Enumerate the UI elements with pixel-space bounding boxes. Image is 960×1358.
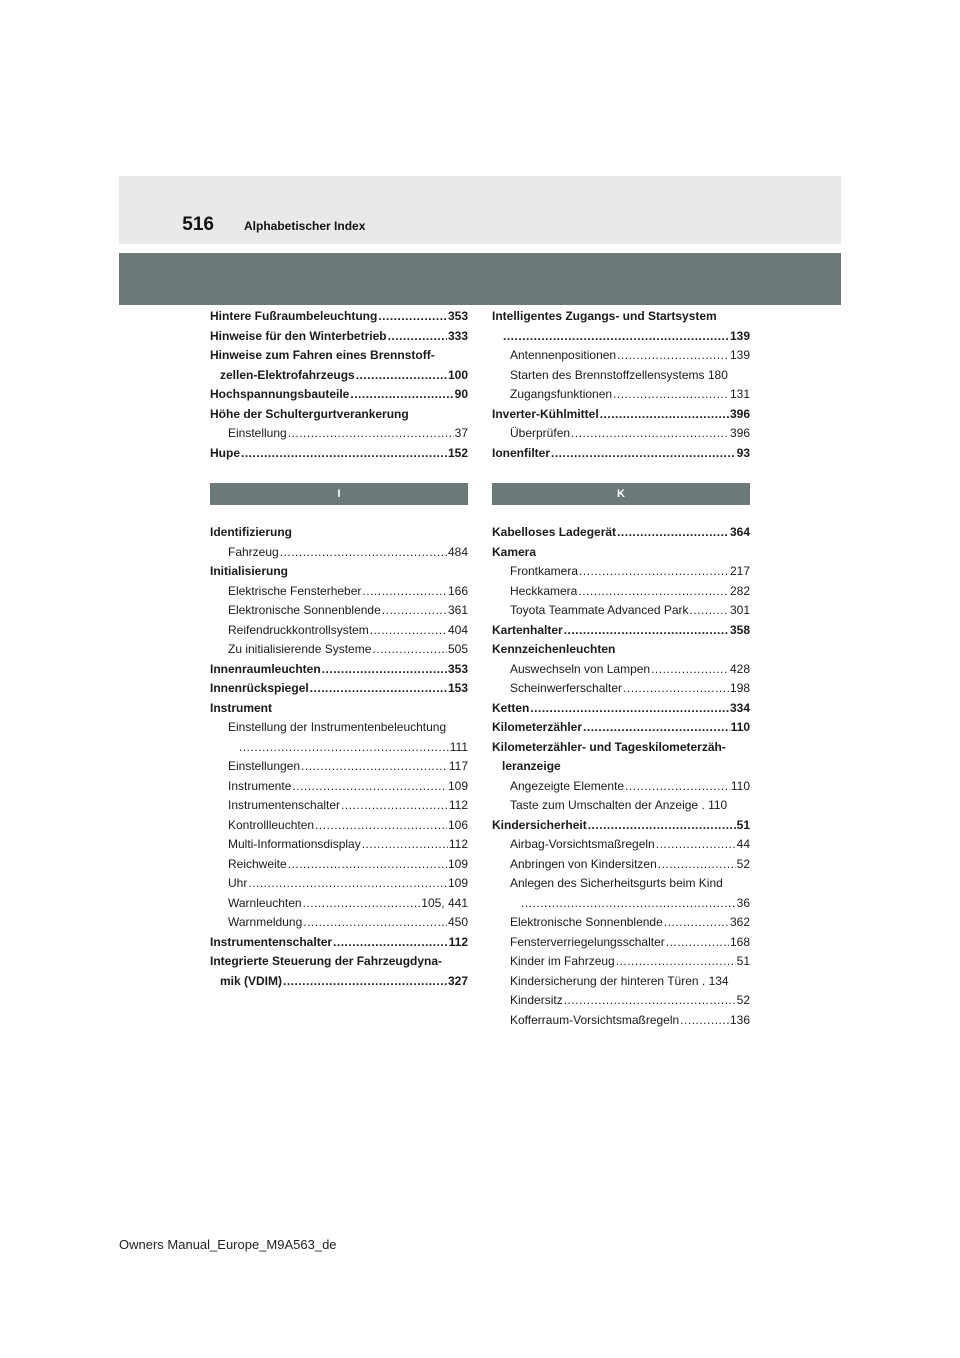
entry-page-number: 364 [729,525,750,539]
index-entry[interactable] [492,601,750,621]
entry-page-number: 139 [729,348,750,362]
index-entry[interactable] [492,699,750,719]
entry-label: Kamera [492,544,537,559]
index-entry[interactable] [492,621,750,641]
index-entry[interactable] [210,679,468,699]
entry-label: Kindersicherheit [492,817,587,832]
entry-label: Elektrische Fensterheber [228,583,362,598]
entry-label: Elektronische Sonnenblende [510,915,663,929]
dot-leader [578,582,729,602]
entry-page-number: 153 [447,681,468,695]
entry-page-number: 362 [729,915,750,929]
dot-leader [362,835,448,855]
index-entry[interactable] [492,835,750,855]
entry-label: Hochspannungsbauteile [210,387,350,401]
index-entry[interactable] [492,796,750,816]
entry-page-number: 168 [729,934,750,949]
entry-page-number: 112 [448,798,468,812]
entry-page-number: 51 [736,954,750,968]
index-entry[interactable] [210,796,468,816]
index-entry[interactable] [492,366,750,386]
entry-page-number: 333 [447,328,468,343]
index-entry[interactable] [210,699,468,719]
section-title: Alphabetischer Index [244,219,366,233]
index-entry[interactable] [210,601,468,621]
dot-leader [303,913,447,933]
index-column-right [492,307,750,1030]
entry-page-number: 110 [730,720,750,734]
dot-leader [322,660,447,680]
entry-page-number: 117 [448,759,468,773]
dot-leader [664,913,729,933]
index-entry[interactable] [210,327,468,347]
entry-page-number: 152 [447,445,468,460]
header-band [119,176,841,244]
index-entry[interactable] [210,757,468,777]
entry-label: Instrumentenschalter [210,934,333,949]
dot-leader [658,855,736,875]
entry-label: Hinweise für den Winterbetrieb [210,328,387,343]
entry-label: Angezeigte Elemente [510,778,625,793]
index-entry[interactable] [210,718,468,738]
index-entry[interactable] [492,562,750,582]
dot-leader [617,346,729,366]
entry-label: Heckkamera [510,583,578,598]
entry-label: Kilometerzähler- und Tageskilometerzäh- [492,739,726,754]
dot-leader [583,718,730,738]
entry-label: Kindersicherung der hinteren Türen . 134 [510,973,729,988]
entry-label: Integrierte Steuerung der Fahrzeugdyna- [210,954,443,968]
entry-page-number: 396 [729,406,750,421]
entry-page-number: 353 [447,309,468,323]
letter-divider-k: K [492,483,750,505]
entry-label: Multi-Informationsdisplay [228,837,361,851]
dot-leader [600,405,729,425]
entry-page-number: 52 [736,993,750,1007]
entry-label: Kilometerzähler [492,720,583,734]
index-entry[interactable] [492,660,750,680]
dot-leader [280,543,447,563]
entry-label: Elektronische Sonnenblende [228,603,381,617]
index-entry[interactable] [210,523,468,543]
index-entry[interactable] [210,738,468,758]
entry-page-number: 106 [447,817,468,832]
entry-label: Hintere Fußraumbeleuchtung [210,309,378,323]
index-entry[interactable] [210,660,468,680]
index-entry[interactable] [210,543,468,563]
index-entry[interactable] [210,952,468,972]
dot-leader [521,894,736,914]
dot-leader [680,1011,729,1031]
entry-label: Hupe [210,445,240,460]
entry-label: Intelligentes Zugangs- und Startsystem [492,309,717,323]
entry-label: Reichweite [228,856,287,871]
dot-leader [571,424,729,444]
entry-label: Airbag-Vorsichtsmaßregeln [510,837,655,851]
index-entry[interactable] [210,816,468,836]
entry-page-number: 36 [736,895,750,910]
page-number: 516 [182,214,214,235]
entry-label: Kennzeichenleuchten [492,642,616,656]
entry-page-number: 450 [447,915,468,929]
entry-page-number: 334 [729,700,750,715]
dot-leader [288,424,454,444]
index-group [492,523,750,1030]
index-entry[interactable] [492,972,750,992]
entry-label: Instrument [210,700,273,715]
dot-leader [372,640,447,660]
index-entry[interactable] [210,307,468,327]
entry-page-number: 166 [447,583,468,598]
entry-page-number: 112 [448,837,468,851]
entry-page-number: 110 [730,778,750,793]
entry-page-number: 93 [736,445,750,460]
entry-label: Inverter-Kühlmittel [492,406,599,421]
section-band [119,253,841,305]
entry-page-number: 44 [736,837,750,851]
entry-page-number: 361 [447,603,468,617]
dot-leader [370,621,447,641]
entry-label: Toyota Teammate Advanced Park [510,603,689,617]
dot-leader [356,366,447,386]
index-entry[interactable] [492,346,750,366]
entry-label: mik (VDIM) [220,973,283,988]
entry-label: Zu initialisierende Systeme [228,642,372,656]
index-entry[interactable] [210,640,468,660]
index-entry[interactable] [492,777,750,797]
index-entry[interactable] [210,972,468,992]
index-entry[interactable] [492,933,750,953]
dot-leader [579,562,729,582]
entry-label: Anbringen von Kindersitzen [510,856,657,871]
dot-leader [588,816,736,836]
dot-leader [564,991,736,1011]
entry-page-number: 109 [447,876,468,890]
entry-page-number: 139 [729,328,750,343]
entry-page-number: 136 [729,1012,750,1027]
dot-leader [656,835,736,855]
entry-label: Ionenfilter [492,445,551,460]
entry-label: leranzeige [502,759,561,773]
entry-label: Anlegen des Sicherheitsgurts beim Kind [510,876,723,890]
dot-leader [613,385,729,405]
entry-page-number: 51 [736,817,750,832]
dot-leader [341,796,448,816]
entry-page-number: 109 [447,778,468,793]
dot-leader [551,444,736,464]
dot-leader [625,777,730,797]
entry-label: Zugangsfunktionen [510,387,613,401]
index-entry[interactable] [210,933,468,953]
entry-label: Uhr [228,876,248,890]
index-entry[interactable] [492,874,750,894]
index-group [210,307,468,463]
index-entry[interactable] [492,894,750,914]
entry-page-number: 301 [729,603,750,617]
index-column-left [210,307,468,991]
dot-leader [310,679,447,699]
entry-label: Reifendruckkontrollsystem [228,622,369,637]
index-entry[interactable] [210,621,468,641]
dot-leader [666,933,729,953]
index-entry[interactable] [492,543,750,563]
dot-leader [617,523,729,543]
entry-label: Kontrollleuchten [228,817,315,832]
dot-leader [248,874,447,894]
dot-leader [623,679,729,699]
dot-leader [315,816,447,836]
index-entry[interactable] [492,444,750,464]
index-entry[interactable] [210,405,468,425]
index-entry[interactable] [492,738,750,758]
entry-page-number: 282 [729,583,750,598]
entry-label: Überprüfen [510,426,571,440]
dot-leader [283,972,447,992]
index-entry[interactable] [210,582,468,602]
entry-page-number: 90 [454,387,468,401]
entry-label: Einstellungen [228,759,301,773]
entry-label: Hinweise zum Fahren eines Brennstoff- [210,348,435,362]
index-entry[interactable] [492,855,750,875]
entry-page-number: 52 [736,856,750,871]
letter-divider-i: I [210,483,468,505]
index-entry[interactable] [492,424,750,444]
entry-page-number: 198 [729,681,750,695]
index-entry[interactable] [492,405,750,425]
entry-label: Instrumente [228,778,292,793]
index-entry[interactable] [492,307,750,327]
index-entry[interactable] [492,757,750,777]
entry-label: Warnleuchten [228,895,302,910]
entry-label: Warnmeldung [228,915,303,929]
entry-label: Kindersitz [510,993,563,1007]
dot-leader [382,601,447,621]
entry-page-number: 396 [729,426,750,440]
entry-label: Kofferraum-Vorsichtsmaßregeln [510,1012,680,1027]
entry-page-number: 37 [454,426,468,440]
index-entry[interactable] [492,679,750,699]
index-entry[interactable] [210,385,468,405]
index-entry[interactable] [210,855,468,875]
index-entry[interactable] [210,424,468,444]
index-entry[interactable] [210,366,468,386]
index-entry[interactable] [210,444,468,464]
entry-label: Einstellung [228,426,287,440]
entry-label: Scheinwerferschalter [510,681,623,695]
dot-leader [616,952,736,972]
index-entry[interactable] [492,718,750,738]
entry-label: Innenraumleuchten [210,661,321,676]
entry-label: Kartenhalter [492,622,563,637]
entry-page-number: 131 [729,387,750,401]
dot-leader [690,601,729,621]
entry-page-number: 111 [449,739,468,754]
index-entry[interactable] [492,991,750,1011]
entry-label: Ketten [492,700,530,715]
entry-page-number: 100 [447,367,468,382]
dot-leader [350,385,453,405]
entry-label: Initialisierung [210,564,289,578]
index-entry[interactable] [492,913,750,933]
entry-page-number: 428 [729,661,750,676]
dot-leader [651,660,729,680]
entry-label: Einstellung der Instrumentenbeleuchtung [228,720,447,734]
entry-label: zellen-Elektrofahrzeugs [220,367,355,382]
dot-leader [388,327,447,347]
entry-page-number: 105, 441 [421,895,468,910]
entry-page-number: 327 [447,973,468,988]
entry-label: Höhe der Schultergurtverankerung [210,406,409,421]
index-entry[interactable] [492,582,750,602]
entry-label: Identifizierung [210,525,292,539]
index-entry[interactable] [492,952,750,972]
entry-page-number: 353 [447,661,468,676]
entry-label: Auswechseln von Lampen [510,661,651,676]
index-entry[interactable] [210,874,468,894]
entry-label: Fensterverriegelungsschalter [510,934,665,949]
entry-label: Kinder im Fahrzeug [510,954,615,968]
entry-page-number: 484 [447,544,468,559]
index-entry[interactable] [210,894,468,914]
index-entry[interactable] [210,835,468,855]
index-entry[interactable] [210,777,468,797]
entry-page-number: 112 [448,934,468,949]
entry-page-number: 217 [729,564,750,578]
entry-page-number: 358 [729,622,750,637]
entry-label: Frontkamera [510,564,579,578]
index-entry[interactable] [492,640,750,660]
entry-label: Instrumentenschalter [228,798,341,812]
entry-page-number: 505 [447,642,468,656]
footer-text: Owners Manual_Europe_M9A563_de [119,1237,337,1252]
index-entry[interactable] [210,346,468,366]
index-entry[interactable] [492,327,750,347]
dot-leader [303,894,421,914]
dot-leader [301,757,448,777]
dot-leader [530,699,729,719]
dot-leader [503,327,729,347]
dot-leader [292,777,447,797]
entry-label: Starten des Brennstoffzellensystems 180 [510,367,728,382]
entry-label: Kabelloses Ladegerät [492,525,617,539]
index-entry[interactable] [492,523,750,543]
index-entry[interactable] [210,913,468,933]
dot-leader [333,933,448,953]
index-entry[interactable] [210,562,468,582]
index-group [210,523,468,991]
entry-label: Fahrzeug [228,544,279,559]
dot-leader [378,307,447,327]
entry-label: Antennenpositionen [510,348,617,362]
dot-leader [288,855,447,875]
dot-leader [564,621,729,641]
entry-label: Innenrückspiegel [210,681,309,695]
dot-leader [362,582,447,602]
index-entry[interactable] [492,385,750,405]
index-entry[interactable] [492,1011,750,1031]
entry-page-number: 404 [447,622,468,637]
entry-label: Taste zum Umschalten der Anzeige . 110 [510,798,728,812]
dot-leader [241,444,447,464]
entry-page-number: 109 [447,856,468,871]
index-group [492,307,750,463]
dot-leader [239,738,449,758]
index-entry[interactable] [492,816,750,836]
